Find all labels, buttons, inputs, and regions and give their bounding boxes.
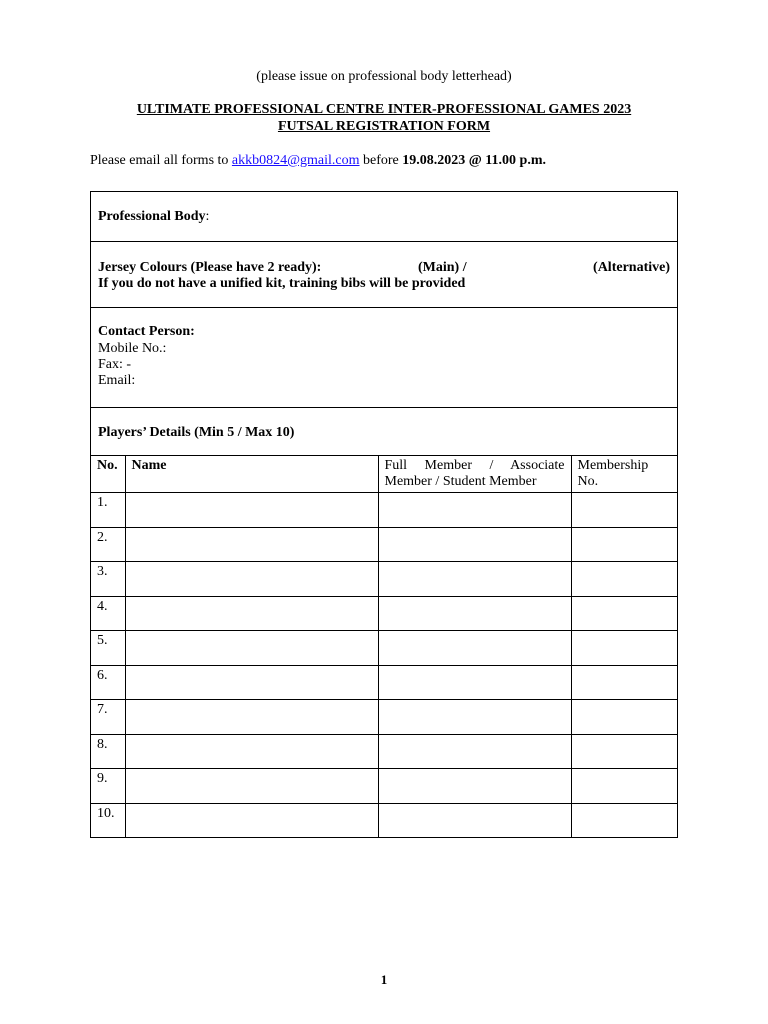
table-row (91, 596, 678, 631)
players-label: Players’ Details (Min 5 / Max 10) (98, 425, 295, 440)
table-row (91, 562, 678, 597)
email-prefix: Please email all forms to (90, 153, 232, 168)
name-cell[interactable] (125, 665, 378, 700)
table-row (91, 527, 678, 562)
jersey-alternative: (Alternative) (593, 260, 670, 275)
name-cell[interactable] (125, 596, 378, 631)
row-number: 10. (91, 803, 125, 837)
table-row (91, 734, 678, 769)
name-cell[interactable] (125, 734, 378, 769)
row-number: 1. (91, 493, 125, 528)
jersey-section[interactable] (91, 242, 677, 308)
membership-no-cell[interactable] (571, 769, 678, 804)
jersey-main: (Main) / (418, 260, 467, 275)
membership-type-cell[interactable] (378, 769, 571, 804)
deadline: 19.08.2023 @ 11.00 p.m. (402, 153, 546, 168)
page-number: 1 (380, 972, 388, 987)
membership-no-cell[interactable] (571, 493, 678, 528)
membership-no-cell[interactable] (571, 665, 678, 700)
jersey-note: If you do not have a unified kit, training bibs will be provided (98, 276, 466, 291)
membership-type-cell[interactable] (378, 665, 571, 700)
membership-no-cell[interactable] (571, 596, 678, 631)
table-header (91, 456, 678, 493)
registration-form (90, 191, 678, 838)
table-row (91, 700, 678, 735)
membership-no-cell[interactable] (571, 631, 678, 666)
email-instruction (90, 153, 546, 169)
mobile-label: Mobile No.: (98, 341, 167, 356)
row-number: 5. (91, 631, 125, 666)
name-cell[interactable] (125, 527, 378, 562)
table-row (91, 493, 678, 528)
table-row (91, 665, 678, 700)
email-middle: before (359, 153, 403, 168)
row-number: 7. (91, 700, 125, 735)
form-title: ULTIMATE PROFESSIONAL CENTRE INTER-PROFESSIONAL GAMES 2023 (136, 102, 632, 117)
table-row (91, 631, 678, 666)
membership-no-cell[interactable] (571, 700, 678, 735)
table-row (91, 769, 678, 804)
col-membership-type-header: Full Member / Associate Member / Student Member (378, 456, 571, 493)
membership-type-cell[interactable] (378, 803, 571, 837)
row-number: 4. (91, 596, 125, 631)
name-cell[interactable] (125, 562, 378, 597)
name-cell[interactable] (125, 493, 378, 528)
membership-no-cell[interactable] (571, 527, 678, 562)
membership-no-cell[interactable] (571, 734, 678, 769)
fax-label: Fax: - (98, 357, 132, 372)
membership-type-cell[interactable] (378, 734, 571, 769)
membership-type-cell[interactable] (378, 700, 571, 735)
contact-label: Contact Person: (98, 324, 195, 339)
row-number: 9. (91, 769, 125, 804)
name-cell[interactable] (125, 631, 378, 666)
membership-type-cell[interactable] (378, 596, 571, 631)
contact-section[interactable] (91, 308, 677, 408)
email-label: Email: (98, 373, 136, 388)
col-name-header: Name (125, 456, 378, 493)
membership-no-cell[interactable] (571, 562, 678, 597)
players-section (91, 408, 677, 456)
players-table (91, 456, 678, 837)
membership-type-cell[interactable] (378, 493, 571, 528)
row-number: 6. (91, 665, 125, 700)
membership-type-cell[interactable] (378, 562, 571, 597)
jersey-label: Jersey Colours (Please have 2 ready): (98, 260, 322, 275)
email-link[interactable]: akkb0824@gmail.com (231, 153, 360, 168)
name-cell[interactable] (125, 769, 378, 804)
col-no-header: No. (91, 456, 125, 493)
name-cell[interactable] (125, 700, 378, 735)
table-row (91, 803, 678, 837)
row-number: 2. (91, 527, 125, 562)
form-subtitle: FUTSAL REGISTRATION FORM (277, 119, 491, 134)
membership-type-cell[interactable] (378, 631, 571, 666)
letterhead-note: (please issue on professional body letterhead) (256, 69, 512, 84)
membership-type-cell[interactable] (378, 527, 571, 562)
row-number: 3. (91, 562, 125, 597)
professional-body-label: Professional Body: (98, 209, 210, 224)
professional-body-section[interactable] (91, 192, 677, 242)
membership-no-cell[interactable] (571, 803, 678, 837)
col-membership-no-header: Membership No. (571, 456, 678, 493)
name-cell[interactable] (125, 803, 378, 837)
row-number: 8. (91, 734, 125, 769)
